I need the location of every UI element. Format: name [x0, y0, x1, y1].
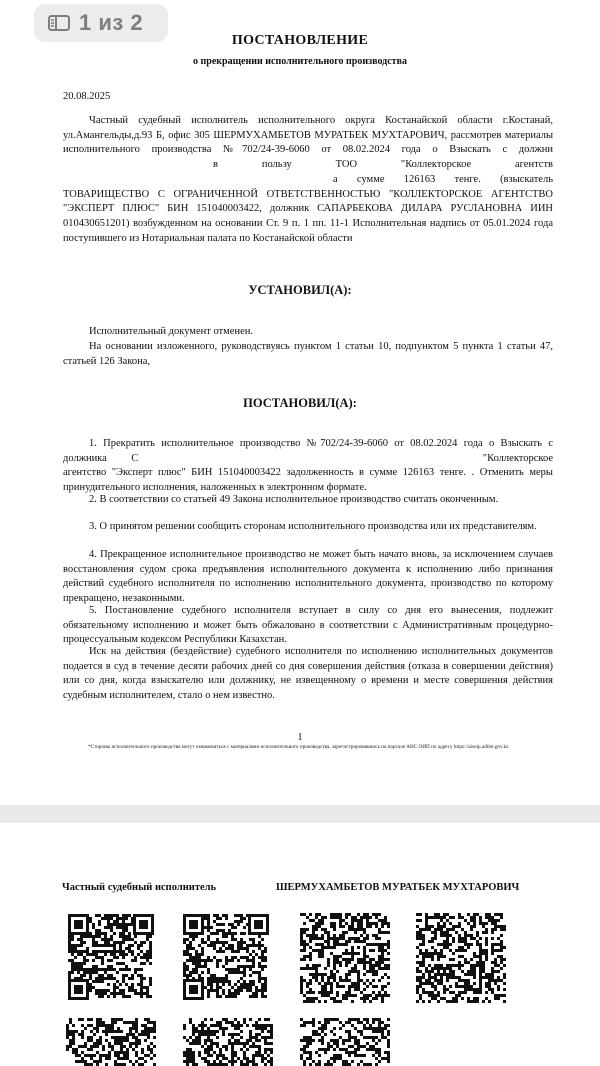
- qr-code: [416, 913, 508, 1005]
- qr-code: [66, 1018, 158, 1066]
- ruling-item-3: 3. О принятом решении сообщить сторонам исполнительного производства или их представителям.: [89, 521, 537, 532]
- qr-code: [300, 1018, 392, 1066]
- page-indicator-text: 1 из 2: [79, 10, 144, 35]
- footnote: *Стороны исполнительного производства могут ознакомиться с материалами исполнительного производства, зарегистрировавшись на портале АИС ОИП по адресу https://aisoip.adilet.gov.kz: [88, 744, 509, 750]
- document-date: 20.08.2025: [63, 91, 111, 102]
- established-line-1: Исполнительный документ отменен.: [89, 326, 253, 337]
- intro-text-1-end: в: [213, 159, 218, 171]
- established-line-2: На основании изложенного, руководствуясь пунктом 1 статьи 10, подпунктом 5 пункта 1 статьи 47, статьей 126 Закона,: [63, 341, 553, 367]
- ruling-item-1: [63, 437, 553, 496]
- intro-text-3: сумме 126163 тенге. (взыскатель ТОВАРИЩЕСТВО С ОГРАНИЧЕННОЙ ОТВЕТСТВЕННОСТЬЮ "КОЛЛЕКТОРСКОЕ АГЕНТСТВО "ЭКСПЕРТ ПЛЮС" БИН 151040003422, должник САПАРБЕКОВА ДИЛАРА РУСЛАНОВНА ИИН 010430651201) возбужденном на основании Ст. 9 п. 1 пп. 11-1 Исполнительная надпись от 05.01.2024 года поступившего из Нотариальная палата по Костанайской области: [63, 173, 553, 244]
- document-subtitle: о прекращении исполнительного производства: [193, 56, 407, 67]
- heading-established: УСТАНОВИЛ(А):: [248, 283, 352, 297]
- intro-text-2: пользу ТОО "Коллекторское агентств: [261, 159, 554, 171]
- document-title: ПОСТАНОВЛЕНИЕ: [231, 33, 369, 48]
- ruling-item-6: Иск на действия (бездействие) судебного исполнителя по исполнению исполнительных документов подается в суд в течение десяти рабочих дней со дня совершения действия (отказа в совершении действия) или со дня, когда взыскателю или должнику, не извещенному о времени и месте совершения действия судебным исполнителем, стало о нем известно.: [63, 646, 553, 702]
- ruling-item-1a: 1. Прекратить исполнительное производство №702/24-39-6060 от 08.02.2024 года о Взыскать с должника С: [63, 438, 553, 464]
- intro-text-2-end: а: [333, 173, 338, 185]
- ruling-item-1b: "Коллекторское агентство "Эксперт плюс" БИН 151040003422 задолженность в сумме 126163 тенге. . Отменить меры принудительного исполнения, наложенных в электронном формате.: [63, 452, 553, 494]
- qr-code: [183, 1018, 275, 1066]
- ruling-item-2: 2. В соответствии со статьей 49 Закона исполнительное производство считать оконченным.: [89, 494, 499, 505]
- heading-ruled: ПОСТАНОВИЛ(А):: [243, 396, 357, 410]
- qr-code: [183, 914, 269, 1000]
- qr-code: [68, 914, 154, 1000]
- qr-code: [300, 913, 392, 1005]
- ruling-item-5: 5. Постановление судебного исполнителя вступает в силу со дня его вынесения, подлежит обязательному исполнению и может быть обжаловано в соответствии с Административным процедурно-процессуальным кодексом Республики Казахстан.: [63, 605, 553, 646]
- ruling-item-4: 4. Прекращенное исполнительное производство не может быть начато вновь, за исключением случаев восстановления судом срока предъявления исполнительного документа к исполнению либо признания действий судебного исполнителя по исполнению исполнительного документа, производство по которому прекращено, незаконными.: [63, 549, 553, 605]
- page-number: 1: [297, 732, 303, 743]
- signer-role: Частный судебный исполнитель: [62, 882, 217, 893]
- sidebar-pages-icon[interactable]: [48, 15, 70, 31]
- intro-paragraph: [63, 114, 553, 246]
- signer-name: ШЕРМУХАМБЕТОВ МУРАТБЕК МУХТАРОВИЧ: [276, 882, 520, 893]
- intro-text-1: Частный судебный исполнитель исполнительного округа Костанайской области г.Костанай, ул.Амангельды,д.93 Б, офис 305 ШЕРМУХАМБЕТОВ МУРАТБЕК МУХТАРОВИЧ, рассмотрев материалы исполнительного производства №702/24-39-6060 от 08.02.2024 года о Взыскать с должни: [63, 115, 553, 156]
